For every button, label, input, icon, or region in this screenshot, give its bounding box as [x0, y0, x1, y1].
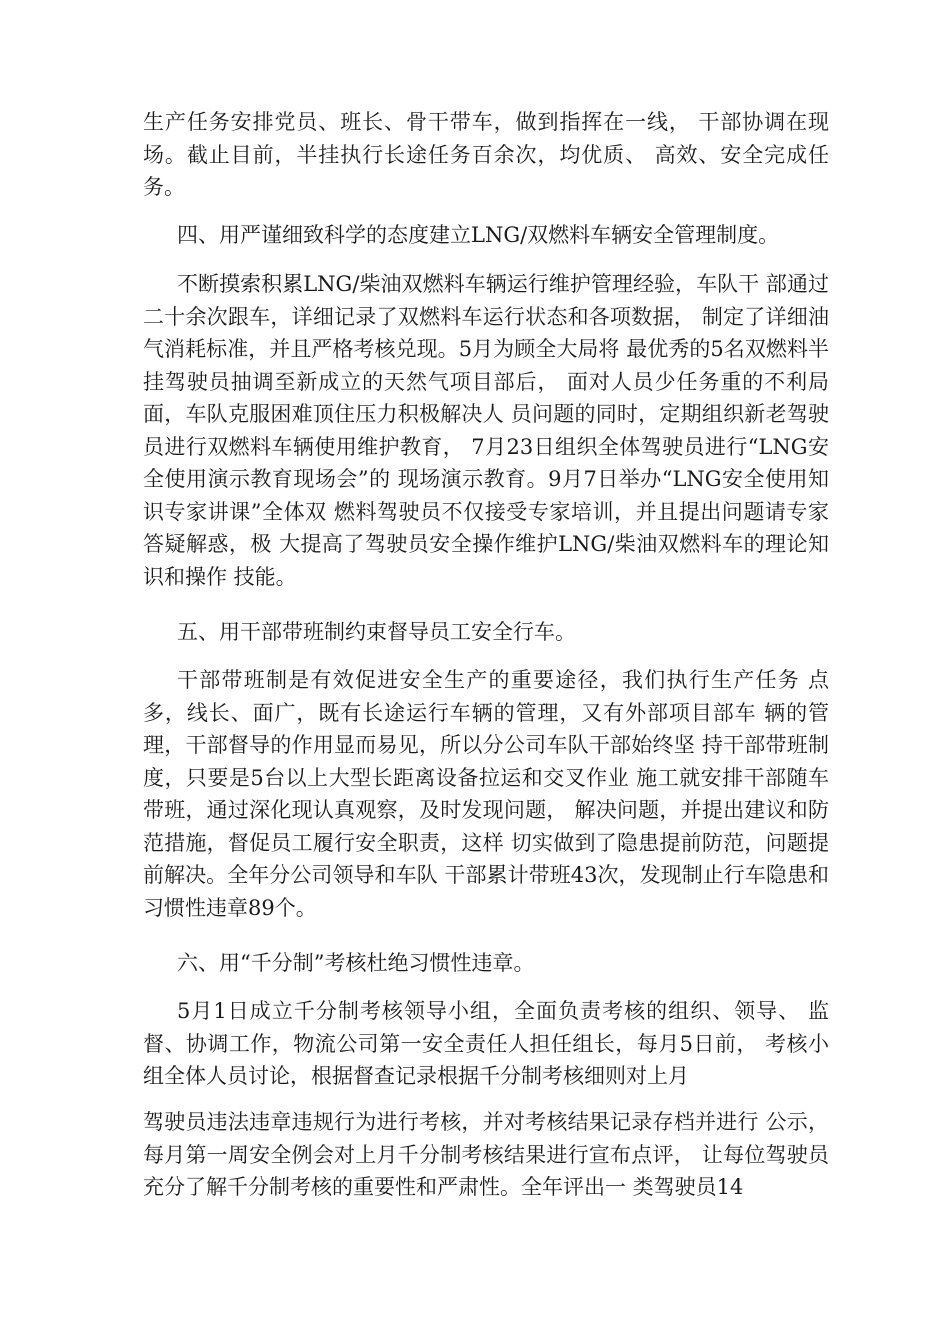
- body-paragraph-cadre-duty: 干部带班制是有效促进安全生产的重要途径，我们执行生产任务 点多，线长、面广，既有长途运行车辆的管理，又有外部项目部车 辆的管理，干部督导的作用显而易见，所以分公司车队干部始终坚 持干部带班制度，只要是5台以上大型长距离设备拉运和交叉作业 施工就安排干部随车带班，通过深化现认真观察，及时发现问题， 解决问题，并提出建议和防范措施，督促员工履行安全职责，这样 切实做到了隐患提前防范，问题提前解决。全年分公司领导和车队 干部累计带班43次，发现制止行车隐患和习惯性违章89个。: [143, 668, 829, 920]
- body-paragraph-assessment: 驾驶员违法违章违规行为进行考核，并对考核结果记录存档并进行 公示，每月第一周安全例会对上月千分制考核结果进行宣布点评， 让每位驾驶员充分了解千分制考核的重要性和严肃性。全年评出一 类驾驶员14: [143, 1110, 829, 1199]
- body-paragraph-lng-maintenance: 不断摸索积累LNG/柴油双燃料车辆运行维护管理经验，车队干 部通过二十余次跟车，详细记录了双燃料车运行状态和各项数据， 制定了详细油气消耗标准，并且严格考核兑现。5月为顾全大局将 最优秀的5名双燃料半挂驾驶员抽调至新成立的天然气项目部后， 面对人员少任务重的不利局面，车队克服困难顶住压力积极解决人 员问题的同时，定期组织新老驾驶员进行双燃料车辆使用维护教育， 7月23日组织全体驾驶员进行“LNG安全使用演示教育现场会”的 现场演示教育。9月7日举办“LNG安全使用知识专家讲课”全体双 燃料驾驶员不仅接受专家培训，并且提出问题请专家答疑解惑，极 大提高了驾驶员安全操作维护LNG/柴油双燃料车的理论知识和操作 技能。: [143, 272, 829, 589]
- section-heading-lng-management: 四、用严谨细致科学的态度建立LNG/双燃料车辆安全管理制度。: [177, 223, 780, 247]
- body-paragraph-continuation: 生产任务安排党员、班长、骨干带车，做到指挥在一线， 干部协调在现场。截止目前，半挂执行长途任务百余次，均优质、 高效、安全完成任务。: [143, 110, 829, 199]
- body-paragraph-thousand-point: 5月1日成立千分制考核领导小组，全面负责考核的组织、领导、 监督、协调工作，物流公司第一安全责任人担任组长，每月5日前， 考核小组全体人员讨论，根据督查记录根据千分制考核细则对上月: [143, 999, 829, 1088]
- section-heading-cadre-duty: 五、用干部带班制约束督导员工安全行车。: [177, 620, 576, 644]
- section-heading-thousand-point: 六、用“千分制”考核杜绝习惯性违章。: [177, 951, 535, 975]
